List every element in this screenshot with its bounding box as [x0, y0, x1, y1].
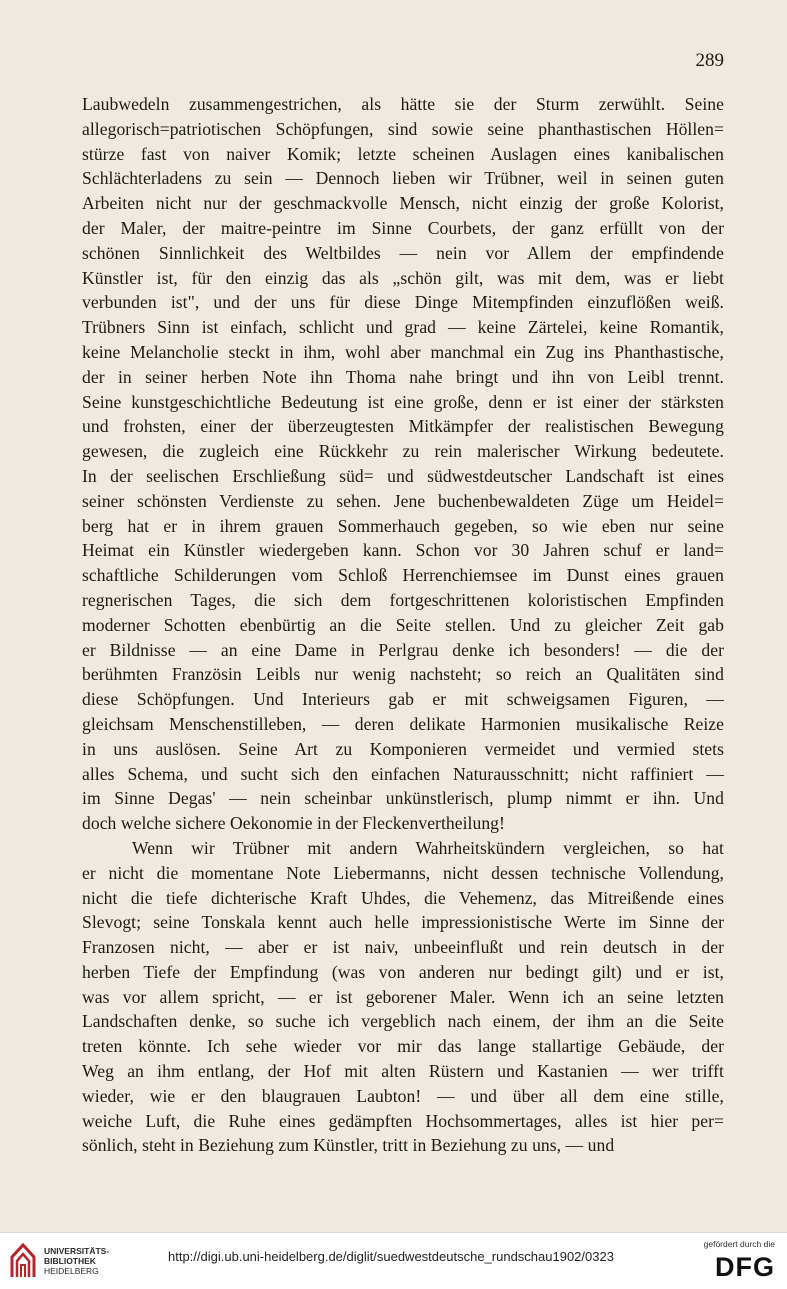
text-line: berühmten Französin Leibls nur wenig nachsteht; so reich an Qualitäten sind: [82, 664, 724, 685]
text-line: was vor allem spricht, — er ist geborener Maler. Wenn ich an seine letzten: [82, 986, 724, 1007]
text-line: herben Tiefe der Empfindung (was von anderen nur bedingt gilt) und er ist,: [82, 961, 724, 982]
text-line: er Bildnisse — an eine Dame in Perlgrau denke ich besonders! — die der: [82, 639, 724, 660]
page-number: 289: [695, 50, 724, 71]
text-line: Franzosen nicht, — aber er ist naiv, unbeeinflußt und rein deutsch in der: [82, 937, 724, 958]
text-line: gewesen, die zugleich eine Rückkehr zu rein malerischer Wirkung bedeutete.: [82, 441, 724, 462]
text-line: nicht die tiefe dichterische Kraft Uhdes, die Vehemenz, das Mitreißende eines: [82, 887, 724, 908]
text-line: In der seelischen Erschließung süd= und südwestdeutscher Landschaft ist eines: [82, 465, 724, 486]
text-line: im Sinne Degas' — nein scheinbar unkünstlerisch, plump nimmt er ihn. Und: [82, 788, 724, 809]
text-line: gleichsam Menschenstilleben, — deren delikate Harmonien musikalische Reize: [82, 713, 724, 734]
institution-line-3: HEIDELBERG: [44, 1266, 99, 1276]
text-line: Landschaften denke, so suche ich vergeblich nach einem, der ihm an die Seite: [82, 1011, 724, 1032]
text-line: in uns auslösen. Seine Art zu Komponieren vermeidet und vermied stets: [82, 738, 724, 759]
viewer-footer: [0, 1232, 787, 1289]
text-line: treten könnte. Ich sehe wieder vor mir das lange stallartige Gebäude, der: [82, 1036, 724, 1057]
text-line: weiche Luft, die Ruhe eines gedämpften Hochsommertages, alles ist hier per=: [82, 1110, 724, 1131]
permalink-url[interactable]: http://digi.ub.uni-heidelberg.de/diglit/suedwestdeutsche_rundschau1902/0323: [168, 1249, 614, 1264]
text-line: schönen Sinnlichkeit des Weltbildes — nein vor Allem der empfindende: [82, 242, 724, 263]
dfg-logo: DFG: [715, 1252, 775, 1282]
text-line: er nicht die momentane Note Liebermanns, nicht dessen technische Vollendung,: [82, 862, 724, 883]
text-line: Slevogt; seine Tonskala kennt auch helle impressionistische Werte im Sinne der: [82, 912, 724, 933]
text-line: keine Melancholie steckt in ihm, wohl aber manchmal ein Zug ins Phanthastische,: [82, 341, 724, 362]
text-line: schaftliche Schilderungen vom Schloß Herrenchiemsee im Dunst eines grauen: [82, 565, 724, 586]
university-library-logo-icon: [8, 1241, 38, 1281]
text-line: seiner schönsten Verdienste zu sehen. Jene buchenbewaldeten Züge um Heidel=: [82, 490, 724, 511]
text-line: alles Schema, und sucht sich den einfachen Naturausschnitt; nicht raffiniert —: [82, 763, 724, 784]
institution-line-1: UNIVERSITÄTS-: [44, 1246, 110, 1256]
text-line: Schlächterladens zu sein — Dennoch lieben wir Trübner, weil in seinen guten: [82, 168, 724, 189]
text-line: Künstler ist, für den einzig das als „schön gilt, was mit dem, was er liebt: [82, 267, 724, 288]
text-line: moderner Schotten ebenbürtig an die Seite stellen. Und zu gleicher Zeit gab: [82, 614, 724, 635]
text-line: sönlich, steht in Beziehung zum Künstler, tritt in Beziehung zu uns, — und: [82, 1135, 615, 1156]
text-line: der Maler, der maitre-peintre im Sinne Courbets, der ganz erfüllt von der: [82, 217, 724, 238]
text-line: Wenn wir Trübner mit andern Wahrheitskündern vergleichen, so hat: [132, 837, 724, 858]
text-line: der in seiner herben Note ihn Thoma nahe bringt und ihn von Leibl trennt.: [82, 366, 724, 387]
text-line: doch welche sichere Oekonomie in der Fleckenvertheilung!: [82, 813, 505, 834]
text-line: regnerischen Tages, die sich dem fortgeschrittenen koloristischen Empfinden: [82, 589, 724, 610]
text-line: verbunden ist", und der uns für diese Dinge Mitempfinden einzuflößen weiß.: [82, 292, 724, 313]
body-text: [82, 92, 724, 1158]
text-line: Laubwedeln zusammengestrichen, als hätte sie der Sturm zerwühlt. Seine: [82, 94, 724, 114]
text-line: Arbeiten nicht nur der geschmackvolle Mensch, nicht einzig der große Kolorist,: [82, 193, 724, 214]
text-line: allegorisch=patriotischen Schöpfungen, sind sowie seine phanthastischen Höllen=: [82, 118, 724, 139]
institution-line-2: BIBLIOTHEK: [44, 1256, 96, 1266]
text-line: Weg an ihm entlang, der Hof mit alten Rüstern und Kastanien — wer trifft: [82, 1061, 724, 1082]
text-line: Heimat ein Künstler wiedergeben kann. Schon vor 30 Jahren schuf er land=: [82, 540, 724, 561]
text-line: wieder, wie er den blaugrauen Laubton! — und über all dem eine stille,: [82, 1085, 724, 1106]
text-line: stürze fast von naiver Komik; letzte scheinen Auslagen eines kanibalischen: [82, 143, 724, 164]
text-line: berg hat er in ihrem grauen Sommerhauch gegeben, so wie eben nur seine: [82, 515, 724, 536]
funded-by-label: gefördert durch die: [703, 1239, 775, 1249]
institution-name: [44, 1246, 109, 1276]
text-line: Seine kunstgeschichtliche Bedeutung ist eine große, denn er ist einer der stärksten: [82, 391, 724, 412]
text-line: Trübners Sinn ist einfach, schlicht und grad — keine Zärtelei, keine Romantik,: [82, 317, 724, 338]
text-line: und frohsten, einer der überzeugtesten Mitkämpfer der realistischen Bewegung: [82, 416, 724, 437]
text-line: diese Schöpfungen. Und Interieurs gab er mit schweigsamen Figuren, —: [82, 689, 724, 710]
